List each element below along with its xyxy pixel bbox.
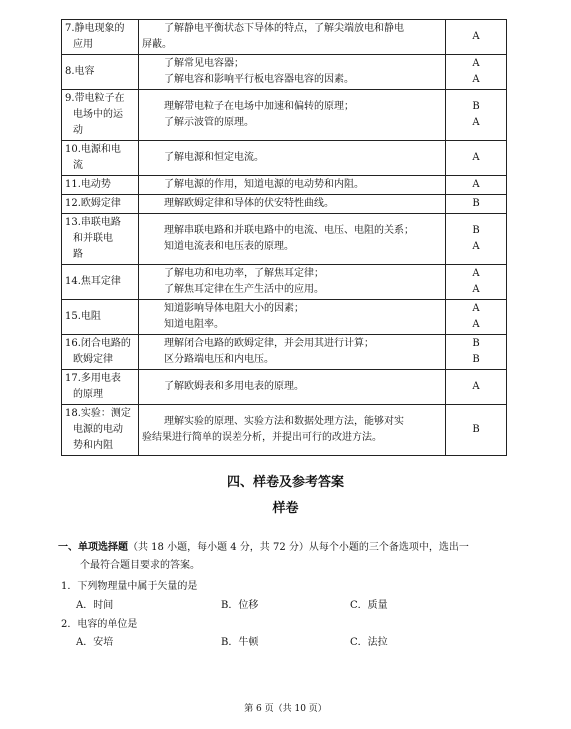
level-text: A [472,179,480,190]
question-1-option-b: B．位移 [221,600,259,611]
page-footer: 第 6 页（共 10 页） [244,704,327,714]
topic-cell [62,20,139,55]
level-cell [446,90,507,141]
requirements-table-body [62,20,507,456]
level-text: A [472,58,480,69]
description-cell [139,141,446,176]
table-row [62,90,507,141]
level-text: B [472,101,480,112]
table-row [62,405,507,456]
topic-cell [62,405,139,456]
description-text: 了解常见电容器； [164,58,244,69]
question-2-stem: 2．电容的单位是 [61,619,138,630]
topic-text: 的原理 [73,389,103,400]
description-cell [139,20,446,55]
level-text: A [472,319,480,330]
table-row [62,55,507,90]
level-text: A [472,74,480,85]
level-text: A [472,284,480,295]
table-row [62,335,507,370]
question-2-option-b: B．牛顿 [221,637,259,648]
topic-cell [62,265,139,300]
topic-text: 9.带电粒子在 [65,93,125,104]
description-cell [139,195,446,214]
topic-text: 11.电动势 [65,179,111,190]
question-1-stem: 1．下列物理量中属于矢量的是 [61,581,198,592]
level-cell [446,370,507,405]
level-cell [446,405,507,456]
level-text: B [472,225,480,236]
section-title: 四、样卷及参考答案 [226,475,344,490]
description-cell [139,300,446,335]
topic-text: 8.电容 [65,66,95,77]
description-cell [139,176,446,195]
description-cell [139,370,446,405]
topic-cell [62,176,139,195]
description-text: 验结果进行简单的误差分析，并提出可行的改进方法。 [142,432,382,443]
description-text: 理解闭合电路的欧姆定律，并会用其进行计算； [164,338,374,349]
topic-text: 电场中的运 [73,109,123,120]
table-row [62,141,507,176]
topic-cell [62,195,139,214]
level-text: A [472,31,480,42]
topic-text: 12.欧姆定律 [65,198,121,209]
level-text: B [472,424,480,435]
topic-text: 7.静电现象的 [65,23,125,34]
topic-text: 14.焦耳定律 [65,276,121,287]
requirements-table [61,19,507,456]
topic-text: 15.电阻 [65,311,101,322]
description-text: 了解电容和影响平行板电容器电容的因素。 [164,74,354,85]
description-cell [139,214,446,265]
topic-text: 势和内阻 [73,440,113,451]
description-text: 理解欧姆定律和导体的伏安特性曲线。 [164,198,334,209]
description-text: 了解电功和电功率，了解焦耳定律； [164,268,324,279]
topic-text: 流 [73,160,83,171]
description-text: 了解欧姆表和多用电表的原理。 [164,381,304,392]
topic-text: 应用 [73,39,93,50]
level-cell [446,195,507,214]
topic-cell [62,55,139,90]
topic-text: 和并联电 [73,233,113,244]
description-text: 了解焦耳定律在生产生活中的应用。 [164,284,324,295]
description-text: 了解静电平衡状态下导体的特点，了解尖端放电和静电 [164,23,404,34]
topic-cell [62,335,139,370]
topic-text: 13.串联电路 [65,217,121,228]
question-2-option-a: A．安培 [76,637,114,648]
description-text: 区分路端电压和内电压。 [164,354,274,365]
instructions-line2: 个最符合题目要求的答案。 [80,560,200,571]
topic-text: 17.多用电表 [65,373,121,384]
instructions-lead: 一、单项选择题 [58,542,128,553]
description-cell [139,265,446,300]
level-text: A [472,117,480,128]
subtitle: 样卷 [272,501,299,516]
level-cell [446,214,507,265]
question-2-option-c: C．法拉 [350,637,388,648]
table-row [62,265,507,300]
table-row [62,370,507,405]
table-row [62,176,507,195]
description-cell [139,90,446,141]
question-1-option-c: C．质量 [350,600,388,611]
description-text: 了解电源和恒定电流。 [164,152,264,163]
description-text: 知道电流表和电压表的原理。 [164,241,294,252]
table-row [62,195,507,214]
level-cell [446,141,507,176]
topic-cell [62,214,139,265]
description-text: 知道电阻率。 [164,319,224,330]
level-text: A [472,268,480,279]
instructions [58,539,513,575]
topic-text: 16.闭合电路的 [65,338,131,349]
description-text: 理解串联电路和并联电路中的电流、电压、电阻的关系； [164,225,414,236]
level-text: B [472,354,480,365]
level-text: A [472,381,480,392]
topic-text: 10.电源和电 [65,144,121,155]
instructions-rest: （共 18 小题，每小题 4 分，共 72 分）从每个小题的三个备选项中，选出一 [128,542,469,553]
table-row [62,214,507,265]
level-cell [446,20,507,55]
level-cell [446,265,507,300]
topic-text: 路 [73,249,83,260]
topic-text: 动 [73,125,83,136]
topic-cell [62,300,139,335]
description-text: 屏蔽。 [142,39,172,50]
level-cell [446,176,507,195]
description-text: 了解示波管的原理。 [164,117,254,128]
topic-cell [62,370,139,405]
description-text: 了解电源的作用，知道电源的电动势和内阻。 [164,179,364,190]
description-cell [139,405,446,456]
table-row [62,300,507,335]
level-text: A [472,241,480,252]
description-text: 知道影响导体电阻大小的因素； [164,303,304,314]
level-text: A [472,303,480,314]
topic-text: 欧姆定律 [73,354,113,365]
level-cell [446,335,507,370]
level-cell [446,55,507,90]
table-row [62,20,507,55]
question-1-option-a: A．时间 [76,600,114,611]
topic-text: 18.实验：测定 [65,408,131,419]
description-text: 理解带电粒子在电场中加速和偏转的原理； [164,101,354,112]
level-cell [446,300,507,335]
description-cell [139,55,446,90]
description-text: 理解实验的原理、实验方法和数据处理方法，能够对实 [164,416,404,427]
level-text: B [472,198,480,209]
topic-cell [62,90,139,141]
level-text: A [472,152,480,163]
description-cell [139,335,446,370]
topic-cell [62,141,139,176]
level-text: B [472,338,480,349]
topic-text: 电源的电动 [73,424,123,435]
